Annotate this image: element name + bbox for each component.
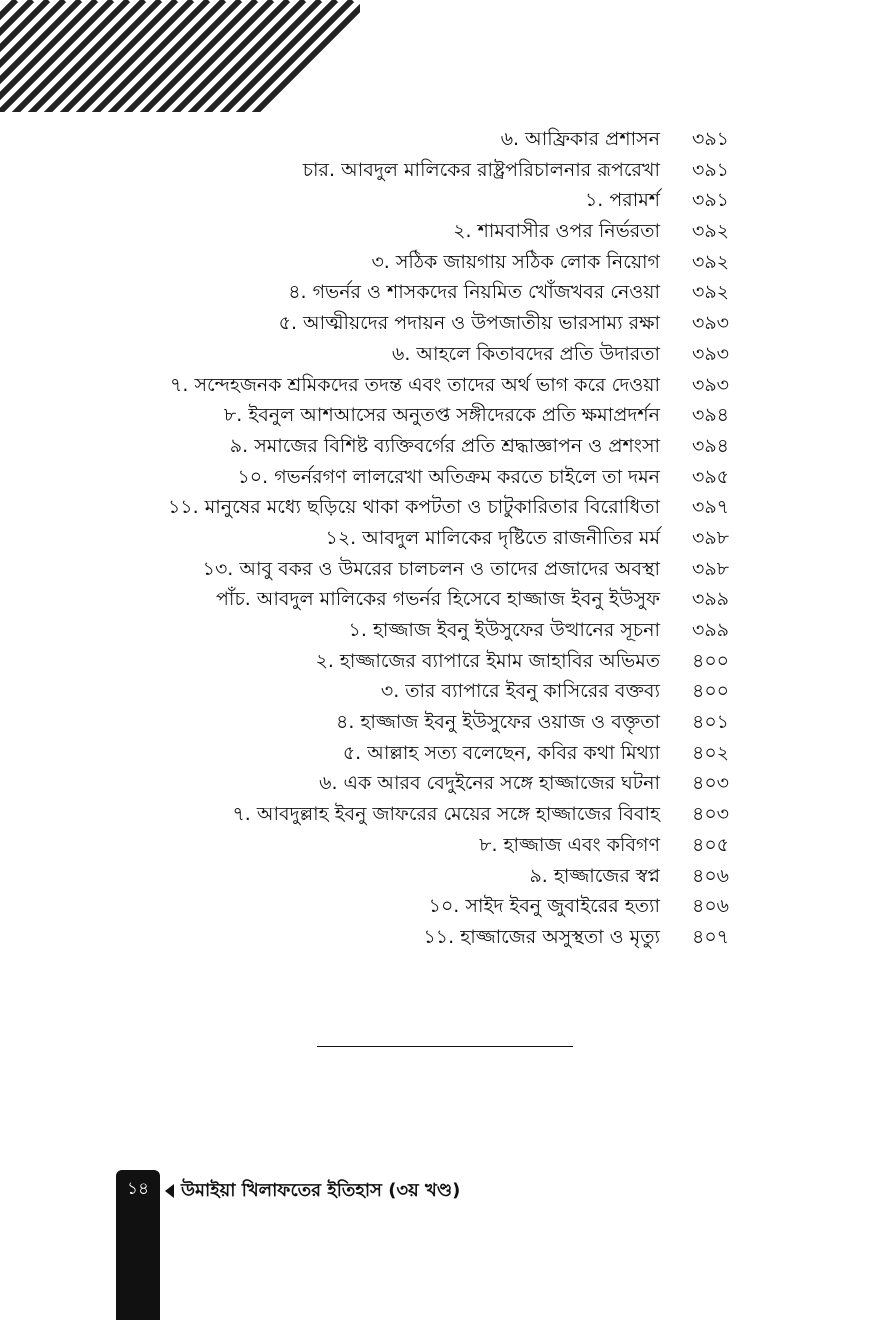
toc-entry[interactable] (0, 768, 870, 799)
toc-title: ১১. মানুষের মধ্যে ছড়িয়ে থাকা কপটতা ও চাটুকারিতার বিরোধিতা (167, 496, 660, 519)
toc-page-number: ৪০০ (692, 649, 730, 672)
toc-page-number: ৩৯১ (692, 189, 730, 212)
toc-entry[interactable] (0, 124, 870, 155)
toc-title: ৭. আবদুল্লাহ ইবনু জাফরের মেয়ের সঙ্গে হাজ্জাজের বিবাহ (232, 803, 660, 826)
toc-page-number: ৩৯৩ (692, 342, 730, 365)
toc-title: ৯. সমাজের বিশিষ্ট ব্যক্তিবর্গের প্রতি শ্রদ্ধাজ্ঞাপন ও প্রশংসা (229, 434, 660, 457)
toc-entry[interactable] (0, 155, 870, 186)
toc-page-number: ৩৯৯ (692, 588, 730, 611)
toc-entry[interactable] (0, 891, 870, 922)
toc-page-number: ৪০৬ (692, 895, 730, 918)
toc-title: ২. হাজ্জাজের ব্যাপারে ইমাম জাহাবির অভিমত (315, 649, 660, 672)
toc-entry[interactable] (0, 554, 870, 585)
toc-title: ৪. হাজ্জাজ ইবনু ইউসুফের ওয়াজ ও বক্তৃতা (335, 711, 660, 734)
toc-page-number: ৪০১ (692, 711, 730, 734)
toc-title: ১২. আবদুল মালিকের দৃষ্টিতে রাজনীতির মর্ম (325, 526, 660, 549)
toc-page-number: ৩৯১ (692, 158, 730, 181)
toc-title: ৬. আহলে কিতাবদের প্রতি উদারতা (391, 342, 660, 365)
toc-entry[interactable] (0, 707, 870, 738)
toc-page-number: ৪০০ (692, 680, 730, 703)
toc-entry[interactable] (0, 799, 870, 830)
toc-entry[interactable] (0, 584, 870, 615)
toc-page-number: ৪০৬ (692, 864, 730, 887)
toc-title: ৪. গভর্নর ও শাসকদের নিয়মিত খোঁজখবর নেওয়া (288, 281, 660, 304)
page-number: ১৪ (126, 1179, 150, 1199)
toc-entry[interactable] (0, 247, 870, 278)
section-divider (317, 1046, 573, 1047)
toc-entry[interactable] (0, 277, 870, 308)
toc-title: ১০. সাইদ ইবনু জুবাইরের হত্যা (428, 895, 660, 918)
toc-entry[interactable] (0, 830, 870, 861)
toc-entry[interactable] (0, 523, 870, 554)
running-footer-title: উমাইয়া খিলাফতের ইতিহাস (৩য় খণ্ড) (181, 1180, 461, 1201)
toc-page-number: ৩৯৩ (692, 312, 730, 335)
toc-page-number: ৩৯৮ (692, 557, 730, 580)
toc-page-number: ৩৯৪ (692, 404, 730, 427)
toc-page-number: ৩৯৪ (692, 434, 730, 457)
toc-entry[interactable] (0, 370, 870, 401)
diagonal-stripes-decoration (0, 0, 360, 112)
toc-entry[interactable] (0, 462, 870, 493)
toc-page-number: ৩৯২ (692, 250, 730, 273)
toc-title: ৬. আফ্রিকার প্রশাসন (500, 128, 660, 150)
toc-title: ৩. তার ব্যাপারে ইবনু কাসিরের বক্তব্য (380, 680, 660, 703)
toc-page-number: ৪০২ (692, 741, 730, 764)
toc-entry[interactable] (0, 922, 870, 953)
toc-page-number: ৩৯২ (692, 220, 730, 243)
toc-page-number: ৪০৩ (692, 772, 730, 795)
toc-entry[interactable] (0, 185, 870, 216)
toc-page-number: ৩৯১ (692, 128, 730, 150)
toc-title: ১. পরামর্শ (584, 189, 660, 212)
toc-page-number: ৩৯২ (692, 281, 730, 304)
table-of-contents (0, 124, 870, 953)
toc-title: ৫. আল্লাহ সত্য বলেছেন, কবির কথা মিথ্যা (342, 741, 660, 764)
toc-title: পাঁচ. আবদুল মালিকের গভর্নর হিসেবে হাজ্জাজ ইবনু ইউসুফ (216, 588, 660, 611)
toc-title: ৭. সন্দেহজনক শ্রমিকদের তদন্ত এবং তাদের অর্থ ভাগ করে দেওয়া (170, 373, 660, 396)
toc-entry[interactable] (0, 308, 870, 339)
toc-title: ৫. আত্মীয়দের পদায়ন ও উপজাতীয় ভারসাম্য রক্ষা (278, 312, 660, 335)
toc-entry[interactable] (0, 339, 870, 370)
toc-title: ৩. সঠিক জায়গায় সঠিক লোক নিয়োগ (371, 250, 660, 273)
toc-page-number: ৪০৭ (692, 925, 730, 948)
toc-page-number: ৪০৩ (692, 803, 730, 826)
toc-entry[interactable] (0, 738, 870, 769)
toc-entry[interactable] (0, 492, 870, 523)
toc-title: ৬. এক আরব বেদুইনের সঙ্গে হাজ্জাজের ঘটনা (319, 772, 660, 795)
toc-title: ১. হাজ্জাজ ইবনু ইউসুফের উত্থানের সূচনা (348, 619, 660, 641)
toc-page-number: ৩৯৫ (692, 465, 730, 488)
toc-entry[interactable] (0, 431, 870, 462)
toc-title: চার. আবদুল মালিকের রাষ্ট্রপরিচালনার রূপরেখা (302, 158, 660, 181)
triangle-left-icon (165, 1184, 174, 1198)
toc-page-number: ৪০৫ (692, 833, 730, 856)
toc-entry[interactable] (0, 615, 870, 646)
toc-entry[interactable] (0, 216, 870, 247)
toc-entry[interactable] (0, 400, 870, 431)
toc-title: ২. শামবাসীর ওপর নির্ভরতা (453, 220, 660, 243)
toc-page-number: ৩৯৭ (692, 496, 730, 519)
toc-page-number: ৩৯৯ (692, 619, 730, 641)
toc-title: ১১. হাজ্জাজের অসুস্থতা ও মৃত্যু (423, 925, 660, 948)
toc-title: ১৩. আবু বকর ও উমরের চালচলন ও তাদের প্রজাদের অবস্থা (202, 557, 660, 580)
toc-entry[interactable] (0, 861, 870, 892)
toc-entry[interactable] (0, 676, 870, 707)
toc-entry[interactable] (0, 646, 870, 677)
toc-title: ৯. হাজ্জাজের স্বপ্ন (529, 864, 660, 887)
toc-title: ৮. ইবনুল আশআসের অনুতপ্ত সঙ্গীদেরকে প্রতি ক্ষমাপ্রদর্শন (223, 404, 660, 427)
toc-title: ৮. হাজ্জাজ এবং কবিগণ (479, 833, 660, 856)
toc-title: ১০. গভর্নরগণ লালরেখা অতিক্রম করতে চাইলে তা দমন (237, 465, 660, 488)
toc-page-number: ৩৯৮ (692, 526, 730, 549)
toc-page-number: ৩৯৩ (692, 373, 730, 396)
